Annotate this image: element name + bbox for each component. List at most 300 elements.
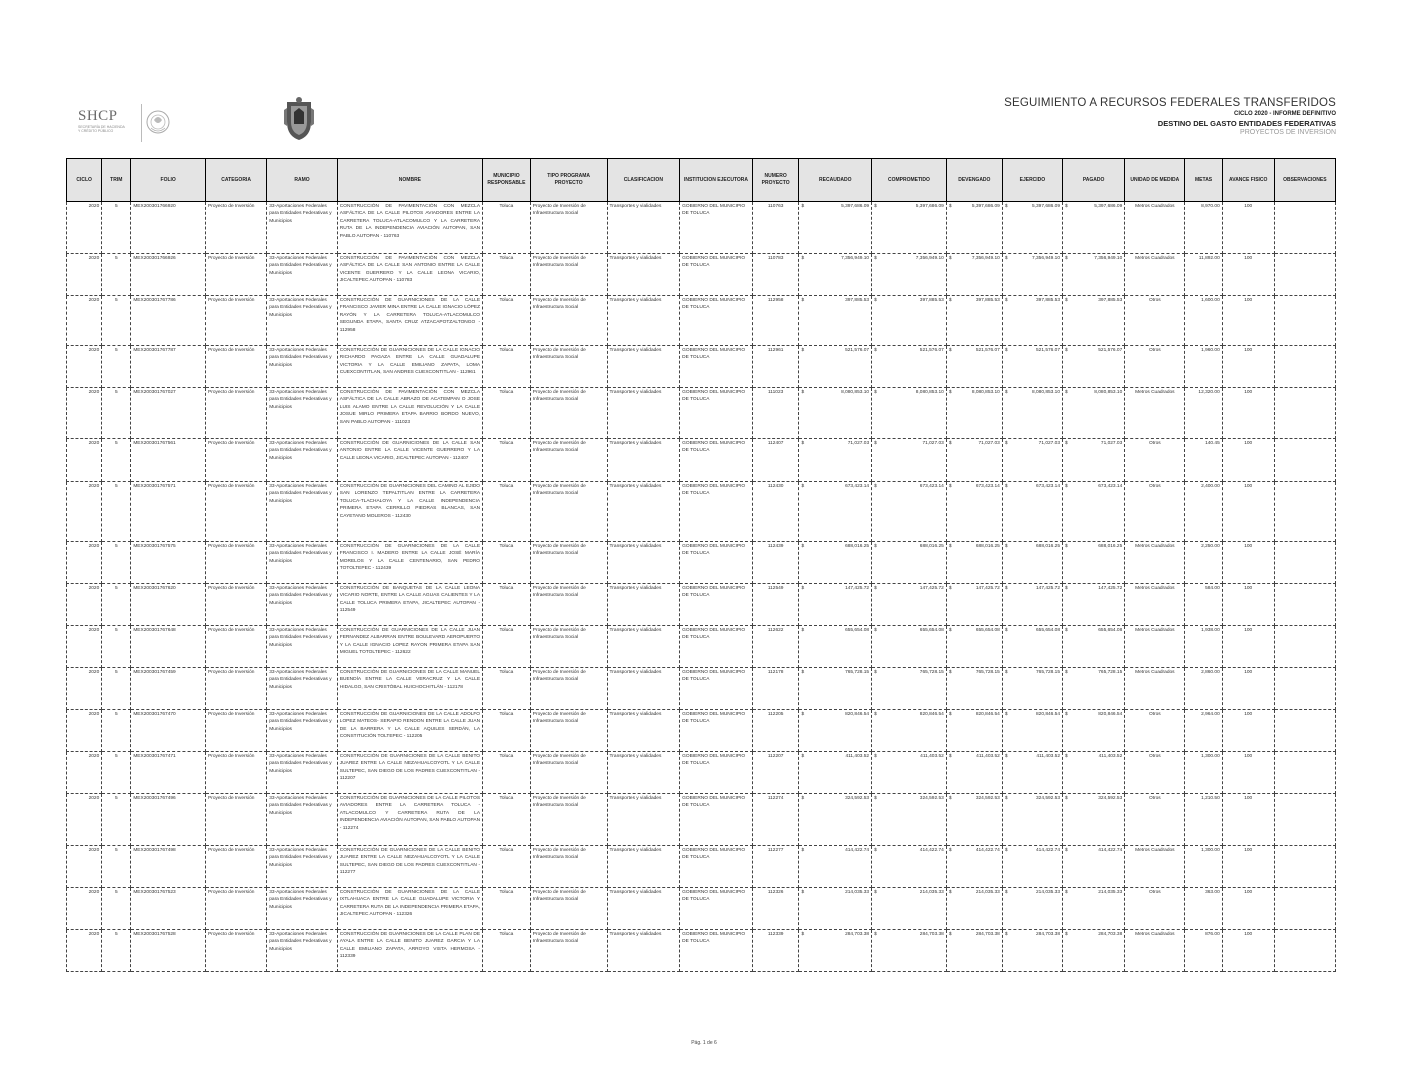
- table-row: [67, 930, 1336, 972]
- cell-pagado: [1063, 542, 1125, 584]
- currency-symbol: $: [874, 848, 877, 853]
- cell-devengado: [946, 542, 1002, 584]
- cell-unidad: Otros: [1125, 752, 1185, 794]
- cell-metas: 2,964.00: [1185, 710, 1222, 752]
- cell-devengado: [946, 668, 1002, 710]
- cell-devengado: [946, 439, 1002, 482]
- amount-value: 7,356,949.10: [1094, 256, 1123, 261]
- report-subtitle: CICLO 2020 - INFORME DEFINITIVO: [1233, 111, 1336, 117]
- amount-value: 521,576.07: [975, 348, 1000, 353]
- cell-recaudado: [799, 296, 872, 346]
- cell-ciclo: 2020: [67, 846, 102, 888]
- amount-value: 71,027.03: [1038, 441, 1060, 446]
- amount-value: 214,035.33: [1035, 890, 1060, 895]
- amount-value: 71,027.03: [978, 441, 1000, 446]
- amount-value: 5,397,686.09: [1031, 204, 1060, 209]
- amount-value: 5,397,686.09: [971, 204, 1000, 209]
- cell-trim: 5: [102, 542, 131, 584]
- table-header-row: [67, 159, 1336, 202]
- currency-symbol: $: [874, 932, 877, 937]
- column-header: COMPROMETIDO: [872, 159, 947, 202]
- cell-pagado: [1063, 930, 1125, 972]
- amount-value: 688,016.25: [1098, 544, 1123, 549]
- cell-tipo: Proyecto de Inversión de Infraestructura Social: [530, 482, 607, 542]
- amount-value: 820,846.54: [1098, 712, 1123, 717]
- cell-tipo: Proyecto de Inversión de Infraestructura Social: [530, 888, 607, 930]
- cell-nombre: CONSTRUCCIÓN DE GUARNICIONES DE LA CALLE PLAN DE AYALA ENTRE LA CALLE BENITO JUAREZ GARCIA Y LA CALLE EMILIANO ZAPATA, ARROYO VISTA HERMOSA - 112339: [337, 930, 482, 972]
- cell-institucion: GOBIERNO DEL MUNICIPIO DE TOLUCA: [680, 254, 753, 296]
- cell-comprometido: [872, 254, 947, 296]
- cell-trim: 5: [102, 668, 131, 710]
- cell-tipo: Proyecto de Inversión de Infraestructura Social: [530, 542, 607, 584]
- amount-value: 7,356,949.10: [1031, 256, 1060, 261]
- cell-numero: 112958: [752, 296, 799, 346]
- currency-symbol: $: [801, 204, 805, 209]
- cell-metas: 1,210.50: [1185, 794, 1222, 846]
- cell-observaciones: [1274, 254, 1335, 296]
- cell-trim: 5: [102, 888, 131, 930]
- amount-value: 688,016.25: [919, 544, 944, 549]
- currency-symbol: $: [1065, 586, 1068, 591]
- cell-ciclo: 2020: [67, 439, 102, 482]
- currency-symbol: $: [948, 586, 952, 591]
- report-title: SEGUIMIENTO A RECURSOS FEDERALES TRANSFERIDOS: [1004, 97, 1336, 109]
- cell-avance: 100: [1222, 346, 1274, 388]
- cell-trim: 5: [102, 254, 131, 296]
- cell-recaudado: [799, 482, 872, 542]
- cell-ramo: 33-Aportaciones Federales para Entidades Federativas y Municipios: [267, 710, 338, 752]
- column-header: PAGADO: [1063, 159, 1125, 202]
- cell-observaciones: [1274, 626, 1335, 668]
- cell-recaudado: [799, 888, 872, 930]
- cell-municipio: Toluca: [483, 626, 531, 668]
- cell-nombre: CONSTRUCCIÓN DE GUARNICIONES DE LA CALLE FRANCISCO JAVIER MINA ENTRE LA CALLE IGNACIO LÓPEZ RAYÓN Y LA CARRETERA TOLUCA-ATLACOMULCO SEGUNDA ETAPA, SANTA CRUZ ATZACAPOTZALTONGO - 112958: [337, 296, 482, 346]
- cell-ramo: 33-Aportaciones Federales para Entidades Federativas y Municipios: [267, 584, 338, 626]
- report-section: PROYECTOS DE INVERSION: [1240, 129, 1336, 136]
- cell-ciclo: 2020: [67, 752, 102, 794]
- cell-metas: 1,300.00: [1185, 846, 1222, 888]
- currency-symbol: $: [801, 390, 805, 395]
- currency-symbol: $: [1065, 848, 1068, 853]
- cell-pagado: [1063, 626, 1125, 668]
- cell-ramo: 33-Aportaciones Federales para Entidades Federativas y Municipios: [267, 846, 338, 888]
- cell-observaciones: [1274, 752, 1335, 794]
- cell-avance: 100: [1222, 482, 1274, 542]
- cell-institucion: GOBIERNO DEL MUNICIPIO DE TOLUCA: [680, 542, 753, 584]
- cell-ejercido: [1002, 668, 1062, 710]
- cell-comprometido: [872, 794, 947, 846]
- cell-trim: 5: [102, 710, 131, 752]
- amount-value: 765,728.15: [845, 670, 870, 675]
- currency-symbol: $: [874, 298, 877, 303]
- table-row: [67, 202, 1336, 254]
- currency-symbol: $: [1004, 484, 1008, 489]
- currency-symbol: $: [874, 484, 877, 489]
- cell-institucion: GOBIERNO DEL MUNICIPIO DE TOLUCA: [680, 296, 753, 346]
- currency-symbol: $: [948, 712, 952, 717]
- cell-recaudado: [799, 346, 872, 388]
- cell-avance: 100: [1222, 388, 1274, 439]
- amount-value: 397,885.53: [845, 298, 870, 303]
- cell-recaudado: [799, 202, 872, 254]
- cell-pagado: [1063, 710, 1125, 752]
- cell-institucion: GOBIERNO DEL MUNICIPIO DE TOLUCA: [680, 930, 753, 972]
- cell-ramo: 33-Aportaciones Federales para Entidades Federativas y Municipios: [267, 388, 338, 439]
- cell-observaciones: [1274, 710, 1335, 752]
- cell-avance: 100: [1222, 888, 1274, 930]
- amount-value: 284,703.38: [1098, 932, 1123, 937]
- cell-recaudado: [799, 439, 872, 482]
- cell-unidad: Otros: [1125, 439, 1185, 482]
- cell-trim: 5: [102, 482, 131, 542]
- currency-symbol: $: [948, 348, 952, 353]
- currency-symbol: $: [948, 670, 952, 675]
- cell-ramo: 33-Aportaciones Federales para Entidades Federativas y Municipios: [267, 254, 338, 296]
- cell-unidad: Metros Cuadrados: [1125, 626, 1185, 668]
- currency-symbol: $: [801, 754, 805, 759]
- currency-symbol: $: [801, 348, 805, 353]
- cell-nombre: CONSTRUCCIÓN DE GUARNICIONES DE LA CALLE SAN ANTONIO ENTRE LA CALLE VICENTE GUERRERO Y LA CALLE LEONA VICARIO, JICALTEPEC AUTOPAN - 112407: [337, 439, 482, 482]
- cell-nombre: CONSTRUCCIÓN DE PAVIMENTACIÓN CON MEZCLA ASFÁLTICA DE LA CALLE PILOTOS AVIADORES ENTRE LA CARRETERA TOLUCA-ATLACOMULCO Y LA CARRETERA RUTA DE LA INDEPENDENCIA AVIACIÓN AUTOPAN, SAN PABLO AUTOPAN - 110763: [337, 202, 482, 254]
- amount-value: 147,425.72: [975, 586, 1000, 591]
- cell-metas: 584.00: [1185, 584, 1222, 626]
- cell-metas: 140.45: [1185, 439, 1222, 482]
- currency-symbol: $: [1065, 628, 1068, 633]
- report-name: DESTINO DEL GASTO ENTIDADES FEDERATIVAS: [1157, 119, 1336, 128]
- cell-folio: MEX200301767620: [131, 584, 206, 626]
- cell-clasificacion: Transportes y vialidades: [607, 710, 680, 752]
- cell-pagado: [1063, 584, 1125, 626]
- cell-folio: MEX200301766920: [131, 202, 206, 254]
- cell-pagado: [1063, 846, 1125, 888]
- currency-symbol: $: [948, 796, 952, 801]
- cell-nombre: CONSTRUCCIÓN DE PAVIMENTACIÓN CON MEZCLA ASFÁLTICA DE LA CALLE ABRAZO DE ACATEMPAN O JOSE LUIS ALAMO ENTRE LA CALLE REVOLUCIÓN Y LA CALLE JOSUE MIRLO PRIMERA ETAPA BARRIO BORDO NUEVO, SAN PABLO AUTOPAN - 111023: [337, 388, 482, 439]
- currency-symbol: $: [1004, 544, 1008, 549]
- cell-categoria: Proyecto de Inversión: [206, 710, 267, 752]
- cell-recaudado: [799, 752, 872, 794]
- cell-observaciones: [1274, 542, 1335, 584]
- amount-value: 765,728.15: [919, 670, 944, 675]
- cell-pagado: [1063, 346, 1125, 388]
- report-header: [916, 96, 1336, 137]
- cell-institucion: GOBIERNO DEL MUNICIPIO DE TOLUCA: [680, 439, 753, 482]
- amount-value: 655,654.08: [1035, 628, 1060, 633]
- amount-value: 71,027.03: [847, 441, 870, 446]
- currency-symbol: $: [1065, 932, 1068, 937]
- cell-devengado: [946, 846, 1002, 888]
- cell-recaudado: [799, 388, 872, 439]
- amount-value: 765,728.15: [1098, 670, 1123, 675]
- currency-symbol: $: [948, 932, 952, 937]
- cell-trim: 5: [102, 794, 131, 846]
- cell-numero: 112339: [752, 930, 799, 972]
- cell-folio: MEX200301767027: [131, 388, 206, 439]
- amount-value: 411,403.52: [976, 754, 1000, 759]
- amount-value: 324,592.53: [975, 796, 1000, 801]
- currency-symbol: $: [1004, 754, 1008, 759]
- cell-unidad: Metros Cuadrados: [1125, 584, 1185, 626]
- cell-comprometido: [872, 846, 947, 888]
- cell-comprometido: [872, 202, 947, 254]
- cell-numero: 112205: [752, 710, 799, 752]
- amount-value: 655,654.08: [975, 628, 1000, 633]
- currency-symbol: $: [874, 712, 877, 717]
- cell-observaciones: [1274, 388, 1335, 439]
- column-header: NOMBRE: [337, 159, 482, 202]
- currency-symbol: $: [874, 670, 877, 675]
- cell-avance: 100: [1222, 794, 1274, 846]
- table-row: [67, 888, 1336, 930]
- amount-value: 284,703.38: [1035, 932, 1060, 937]
- amount-value: 214,035.33: [975, 890, 1000, 895]
- cell-nombre: CONSTRUCCIÓN DE PAVIMENTACIÓN CON MEZCLA ASFÁLTICA DE LA CALLE SAN ANTONIO ENTRE LA CALLE VICENTE GUERRERO Y LA CALLE LEONA VICARIO, JICALTEPEC AUTOPAN - 110783: [337, 254, 482, 296]
- cell-numero: 112407: [752, 439, 799, 482]
- cell-folio: MEX200301767523: [131, 888, 206, 930]
- currency-symbol: $: [1004, 848, 1008, 853]
- cell-metas: 1,300.00: [1185, 752, 1222, 794]
- cell-municipio: Toluca: [483, 930, 531, 972]
- cell-ejercido: [1002, 346, 1062, 388]
- amount-value: 397,885.53: [919, 298, 944, 303]
- cell-ejercido: [1002, 846, 1062, 888]
- cell-metas: 876.00: [1185, 930, 1222, 972]
- cell-clasificacion: Transportes y vialidades: [607, 296, 680, 346]
- cell-ciclo: 2020: [67, 626, 102, 668]
- cell-categoria: Proyecto de Inversión: [206, 296, 267, 346]
- table-row: [67, 846, 1336, 888]
- currency-symbol: $: [874, 204, 877, 209]
- cell-recaudado: [799, 626, 872, 668]
- amount-value: 214,035.33: [1098, 890, 1123, 895]
- cell-institucion: GOBIERNO DEL MUNICIPIO DE TOLUCA: [680, 710, 753, 752]
- amount-value: 765,728.15: [975, 670, 1000, 675]
- cell-ejercido: [1002, 254, 1062, 296]
- cell-observaciones: [1274, 296, 1335, 346]
- currency-symbol: $: [801, 670, 805, 675]
- table-row: [67, 346, 1336, 388]
- column-header: CATEGORIA: [206, 159, 267, 202]
- cell-ramo: 33-Aportaciones Federales para Entidades Federativas y Municipios: [267, 439, 338, 482]
- cell-municipio: Toluca: [483, 482, 531, 542]
- cell-categoria: Proyecto de Inversión: [206, 752, 267, 794]
- amount-value: 7,356,949.10: [915, 256, 944, 261]
- amount-value: 673,423.14: [1035, 484, 1060, 489]
- cell-nombre: CONSTRUCCIÓN DE GUARNICIONES DE LA CALLE FRANCISCO I. MADERO ENTRE LA CALLE JOSÉ MARÍA MORELOS Y LA CALLE CENTENARIO, SAN PEDRO TOTOLTEPEC - 112439: [337, 542, 482, 584]
- cell-categoria: Proyecto de Inversión: [206, 930, 267, 972]
- currency-symbol: $: [1065, 712, 1068, 717]
- amount-value: 414,422.74: [845, 848, 870, 853]
- cell-numero: 112439: [752, 542, 799, 584]
- cell-municipio: Toluca: [483, 542, 531, 584]
- cell-folio: MEX200301767528: [131, 930, 206, 972]
- table-body: [67, 202, 1336, 972]
- cell-ramo: 33-Aportaciones Federales para Entidades Federativas y Municipios: [267, 346, 338, 388]
- cell-avance: 100: [1222, 626, 1274, 668]
- currency-symbol: $: [948, 484, 952, 489]
- column-header: TIPO PROGRAMA PROYECTO: [530, 159, 607, 202]
- cell-institucion: GOBIERNO DEL MUNICIPIO DE TOLUCA: [680, 626, 753, 668]
- amount-value: 414,422.74: [975, 848, 1000, 853]
- cell-recaudado: [799, 794, 872, 846]
- currency-symbol: $: [1004, 256, 1008, 261]
- cell-folio: MEX200301767561: [131, 439, 206, 482]
- amount-value: 673,423.14: [919, 484, 944, 489]
- amount-value: 397,885.53: [1035, 298, 1060, 303]
- table-row: [67, 626, 1336, 668]
- amount-value: 411,403.52: [1036, 754, 1060, 759]
- cell-pagado: [1063, 296, 1125, 346]
- shcp-logo-sub2: Y CRÉDITO PÚBLICO: [78, 129, 114, 133]
- cell-comprometido: [872, 388, 947, 439]
- cell-clasificacion: Transportes y vialidades: [607, 202, 680, 254]
- amount-value: 214,035.33: [845, 890, 870, 895]
- table-row: [67, 752, 1336, 794]
- cell-tipo: Proyecto de Inversión de Infraestructura Social: [530, 846, 607, 888]
- cell-comprometido: [872, 346, 947, 388]
- currency-symbol: $: [874, 796, 877, 801]
- cell-pagado: [1063, 752, 1125, 794]
- cell-tipo: Proyecto de Inversión de Infraestructura Social: [530, 296, 607, 346]
- cell-pagado: [1063, 794, 1125, 846]
- cell-comprometido: [872, 626, 947, 668]
- amount-value: 284,703.38: [975, 932, 1000, 937]
- cell-avance: 100: [1222, 846, 1274, 888]
- table-row: [67, 668, 1336, 710]
- cell-ramo: 33-Aportaciones Federales para Entidades Federativas y Municipios: [267, 626, 338, 668]
- cell-institucion: GOBIERNO DEL MUNICIPIO DE TOLUCA: [680, 482, 753, 542]
- currency-symbol: $: [801, 848, 805, 853]
- amount-value: 284,703.38: [845, 932, 870, 937]
- shcp-logo: [78, 108, 140, 142]
- cell-devengado: [946, 888, 1002, 930]
- cell-folio: MEX200301767470: [131, 710, 206, 752]
- currency-symbol: $: [874, 754, 877, 759]
- table-row: [67, 584, 1336, 626]
- cell-ciclo: 2020: [67, 794, 102, 846]
- cell-categoria: Proyecto de Inversión: [206, 388, 267, 439]
- column-header: RECAUDADO: [799, 159, 872, 202]
- currency-symbol: $: [1065, 890, 1068, 895]
- cell-numero: 112961: [752, 346, 799, 388]
- amount-value: 147,425.72: [919, 586, 944, 591]
- cell-municipio: Toluca: [483, 668, 531, 710]
- cell-ciclo: 2020: [67, 542, 102, 584]
- table-row: [67, 388, 1336, 439]
- cell-tipo: Proyecto de Inversión de Infraestructura Social: [530, 346, 607, 388]
- cell-numero: 112549: [752, 584, 799, 626]
- cell-municipio: Toluca: [483, 254, 531, 296]
- currency-symbol: $: [1004, 712, 1008, 717]
- cell-unidad: Metros Cuadrados: [1125, 202, 1185, 254]
- column-header: RAMO: [267, 159, 338, 202]
- amount-value: 324,592.53: [919, 796, 944, 801]
- cell-devengado: [946, 482, 1002, 542]
- column-header: MUNICIPIO RESPONSABLE: [483, 159, 531, 202]
- cell-comprometido: [872, 710, 947, 752]
- currency-symbol: $: [1004, 932, 1008, 937]
- cell-tipo: Proyecto de Inversión de Infraestructura Social: [530, 626, 607, 668]
- currency-symbol: $: [874, 441, 877, 446]
- cell-avance: 100: [1222, 930, 1274, 972]
- cell-institucion: GOBIERNO DEL MUNICIPIO DE TOLUCA: [680, 794, 753, 846]
- column-header: AVANCE FISICO: [1222, 159, 1274, 202]
- cell-observaciones: [1274, 584, 1335, 626]
- cell-trim: 5: [102, 584, 131, 626]
- cell-nombre: CONSTRUCCIÓN DE GUARNICIONES DE LA CALLE IGNACIO RICHARDO PAGAZA ENTRE LA CALLE GUADALUPE VICTORIA Y LA CALLE EMILIANO ZAPATA, LOMA CUEXCONTITLAN, SAN ANDRES CUEXCONTITLAN - 112961: [337, 346, 482, 388]
- currency-symbol: $: [801, 932, 805, 937]
- cell-ejercido: [1002, 626, 1062, 668]
- cell-clasificacion: Transportes y vialidades: [607, 482, 680, 542]
- cell-unidad: Metros Cuadrados: [1125, 846, 1185, 888]
- cell-clasificacion: Transportes y vialidades: [607, 346, 680, 388]
- amount-value: 673,423.14: [1098, 484, 1123, 489]
- cell-recaudado: [799, 584, 872, 626]
- cell-observaciones: [1274, 930, 1335, 972]
- amount-value: 688,016.25: [845, 544, 870, 549]
- cell-avance: 100: [1222, 202, 1274, 254]
- cell-clasificacion: Transportes y vialidades: [607, 846, 680, 888]
- cell-institucion: GOBIERNO DEL MUNICIPIO DE TOLUCA: [680, 584, 753, 626]
- cell-folio: MEX200301767571: [131, 482, 206, 542]
- amount-value: 411,403.52: [920, 754, 944, 759]
- cell-folio: MEX200301767471: [131, 752, 206, 794]
- cell-comprometido: [872, 296, 947, 346]
- cell-ejercido: [1002, 542, 1062, 584]
- cell-numero: 112326: [752, 888, 799, 930]
- currency-symbol: $: [874, 544, 877, 549]
- cell-categoria: Proyecto de Inversión: [206, 346, 267, 388]
- currency-symbol: $: [801, 298, 805, 303]
- cell-ciclo: 2020: [67, 296, 102, 346]
- cell-trim: 5: [102, 439, 131, 482]
- currency-symbol: $: [948, 441, 952, 446]
- cell-clasificacion: Transportes y vialidades: [607, 388, 680, 439]
- currency-symbol: $: [801, 441, 805, 446]
- cell-observaciones: [1274, 482, 1335, 542]
- cell-avance: 100: [1222, 584, 1274, 626]
- table-row: [67, 296, 1336, 346]
- cell-tipo: Proyecto de Inversión de Infraestructura Social: [530, 202, 607, 254]
- cell-categoria: Proyecto de Inversión: [206, 542, 267, 584]
- amount-value: 8,080,853.10: [971, 390, 1000, 395]
- cell-comprometido: [872, 482, 947, 542]
- cell-pagado: [1063, 482, 1125, 542]
- cell-municipio: Toluca: [483, 439, 531, 482]
- cell-institucion: GOBIERNO DEL MUNICIPIO DE TOLUCA: [680, 202, 753, 254]
- cell-devengado: [946, 710, 1002, 752]
- cell-clasificacion: Transportes y vialidades: [607, 542, 680, 584]
- cell-categoria: Proyecto de Inversión: [206, 846, 267, 888]
- cell-numero: 112207: [752, 752, 799, 794]
- cell-metas: 2,860.00: [1185, 668, 1222, 710]
- amount-value: 414,422.74: [1098, 848, 1123, 853]
- table-row: [67, 794, 1336, 846]
- cell-ejercido: [1002, 388, 1062, 439]
- cell-comprometido: [872, 752, 947, 794]
- cell-categoria: Proyecto de Inversión: [206, 626, 267, 668]
- currency-symbol: $: [948, 754, 952, 759]
- cell-nombre: CONSTRUCCIÓN DE GUARNICIONES DE LA CALLE MANUEL BUENDÍA ENTRE LA CALLE VERACRUZ Y LA CALLE HIDALGO, SAN CRISTÓBAL HUICHOCHITLÁN - 112178: [337, 668, 482, 710]
- cell-devengado: [946, 794, 1002, 846]
- cell-municipio: Toluca: [483, 296, 531, 346]
- cell-devengado: [946, 930, 1002, 972]
- column-header: NUMERO PROYECTO: [752, 159, 799, 202]
- cell-ciclo: 2020: [67, 388, 102, 439]
- cell-recaudado: [799, 668, 872, 710]
- cell-trim: 5: [102, 202, 131, 254]
- cell-folio: MEX200301767786: [131, 296, 206, 346]
- amount-value: 414,422.74: [1035, 848, 1060, 853]
